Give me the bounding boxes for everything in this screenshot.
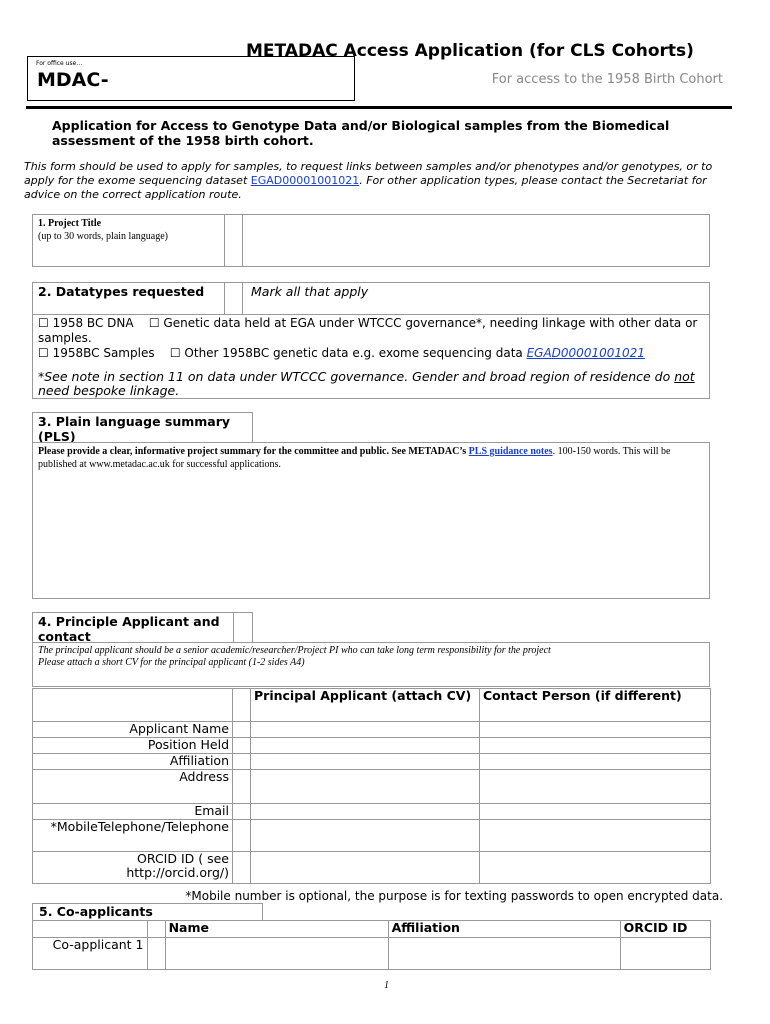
page-subtitle: For access to the 1958 Birth Cohort [491, 72, 723, 87]
section5-title: 5. Co-applicants [39, 904, 153, 919]
contact-telephone-field[interactable] [480, 820, 711, 852]
datatype-options [38, 316, 706, 361]
contact-affiliation-field[interactable] [480, 754, 711, 770]
contact-name-field[interactable] [480, 722, 711, 738]
section2-title: 2. Datatypes requested [38, 284, 205, 299]
option-1958bc-dna[interactable]: ☐ 1958 BC DNA [38, 316, 134, 330]
option-other-genetic-data[interactable]: ☐ Other 1958BC genetic data e.g. exome sequencing data EGAD00001001021 [169, 346, 645, 360]
section2-instruction: Mark all that apply [251, 284, 369, 299]
row-label-affiliation: Affiliation [33, 754, 233, 770]
section3-title: 3. Plain language summary (PLS) [38, 414, 231, 444]
applicant-table [32, 688, 711, 884]
application-heading: Application for Access to Genotype Data and/or Biological samples from the Biomedical assessment of the 1958 birth cohort. [52, 118, 670, 148]
contact-position-field[interactable] [480, 738, 711, 754]
section4-title: 4. Principle Applicant and contact [38, 614, 220, 644]
header-rule [26, 106, 732, 109]
table-row [33, 852, 711, 884]
table-header-row [33, 921, 711, 938]
table-header-row [33, 689, 711, 722]
option-1958bc-samples[interactable]: ☐ 1958BC Samples [38, 346, 155, 360]
orcid-column-header: ORCID ID [620, 921, 710, 938]
coapplicant-1-label: Co-applicant 1 [33, 938, 148, 970]
contact-email-field[interactable] [480, 804, 711, 820]
project-title-field[interactable] [243, 215, 709, 266]
exome-dataset-link[interactable]: EGAD00001001021 [526, 346, 645, 360]
section2-note: *See note in section 11 on data under WTCCC governance. Gender and broad region of residence do not need bespoke linkage. [38, 369, 695, 398]
office-use-label: For office use… [36, 60, 83, 67]
principal-orcid-field[interactable] [251, 852, 480, 884]
row-label-email: Email [33, 804, 233, 820]
principal-applicant-name-field[interactable] [251, 722, 480, 738]
section4-instruction-2: Please attach a short CV for the principal applicant (1-2 sides A4) [38, 657, 305, 668]
page-number: 1 [384, 980, 389, 991]
table-row [33, 938, 711, 970]
mobile-note: *Mobile number is optional, the purpose is for texting passwords to open encrypted data. [185, 889, 723, 903]
name-column-header: Name [165, 921, 388, 938]
option-genetic-data-ega[interactable]: ☐ Genetic data held at EGA under WTCCC governance*, needing linkage with other data or samples. [38, 316, 698, 345]
table-row [33, 722, 711, 738]
row-label-telephone: *MobileTelephone/Telephone [33, 820, 233, 852]
contact-orcid-field[interactable] [480, 852, 711, 884]
reference-code: MDAC- [37, 69, 109, 91]
principal-position-field[interactable] [251, 738, 480, 754]
principal-email-field[interactable] [251, 804, 480, 820]
table-row [33, 820, 711, 852]
row-label-address: Address [33, 770, 233, 804]
pls-guidance-link[interactable]: PLS guidance notes [468, 446, 553, 457]
page-title: METADAC Access Application (for CLS Cohorts) [246, 41, 694, 61]
table-row [33, 804, 711, 820]
table-row [33, 754, 711, 770]
intro-paragraph: This form should be used to apply for samples, to request links between samples and/or phenotypes and/or genotypes, or to apply for the exome sequencing dataset EGAD00001001021. For other application types, please contact the Secretariat for advice on the correct application route. [24, 160, 713, 201]
contact-address-field[interactable] [480, 770, 711, 804]
coapplicant-1-name-field[interactable] [165, 938, 388, 970]
section1-title: 1. Project Title (up to 30 words, plain language) [38, 218, 168, 242]
coapplicant-1-affiliation-field[interactable] [388, 938, 620, 970]
table-row [33, 770, 711, 804]
principal-address-field[interactable] [251, 770, 480, 804]
section4-instruction-1: The principal applicant should be a senior academic/researcher/Project PI who can take long term responsibility for the project [38, 645, 551, 656]
row-label-orcid: ORCID ID ( see http://orcid.org/) [33, 852, 233, 884]
table-row [33, 738, 711, 754]
section3-guidance: Please provide a clear, informative project summary for the committee and public. See METADAC’s PLS guidance notes. 100-150 words. This will be published at www.metadac.ac.uk for successful applications. [38, 446, 671, 470]
row-label-position: Position Held [33, 738, 233, 754]
principal-affiliation-field[interactable] [251, 754, 480, 770]
coapplicant-1-orcid-field[interactable] [620, 938, 710, 970]
coapplicant-table [32, 920, 711, 970]
principal-telephone-field[interactable] [251, 820, 480, 852]
contact-person-header: Contact Person (if different) [480, 689, 711, 722]
row-label-applicant-name: Applicant Name [33, 722, 233, 738]
principal-applicant-header: Principal Applicant (attach CV) [251, 689, 480, 722]
affiliation-column-header: Affiliation [388, 921, 620, 938]
intro-dataset-link[interactable]: EGAD00001001021 [250, 174, 360, 187]
